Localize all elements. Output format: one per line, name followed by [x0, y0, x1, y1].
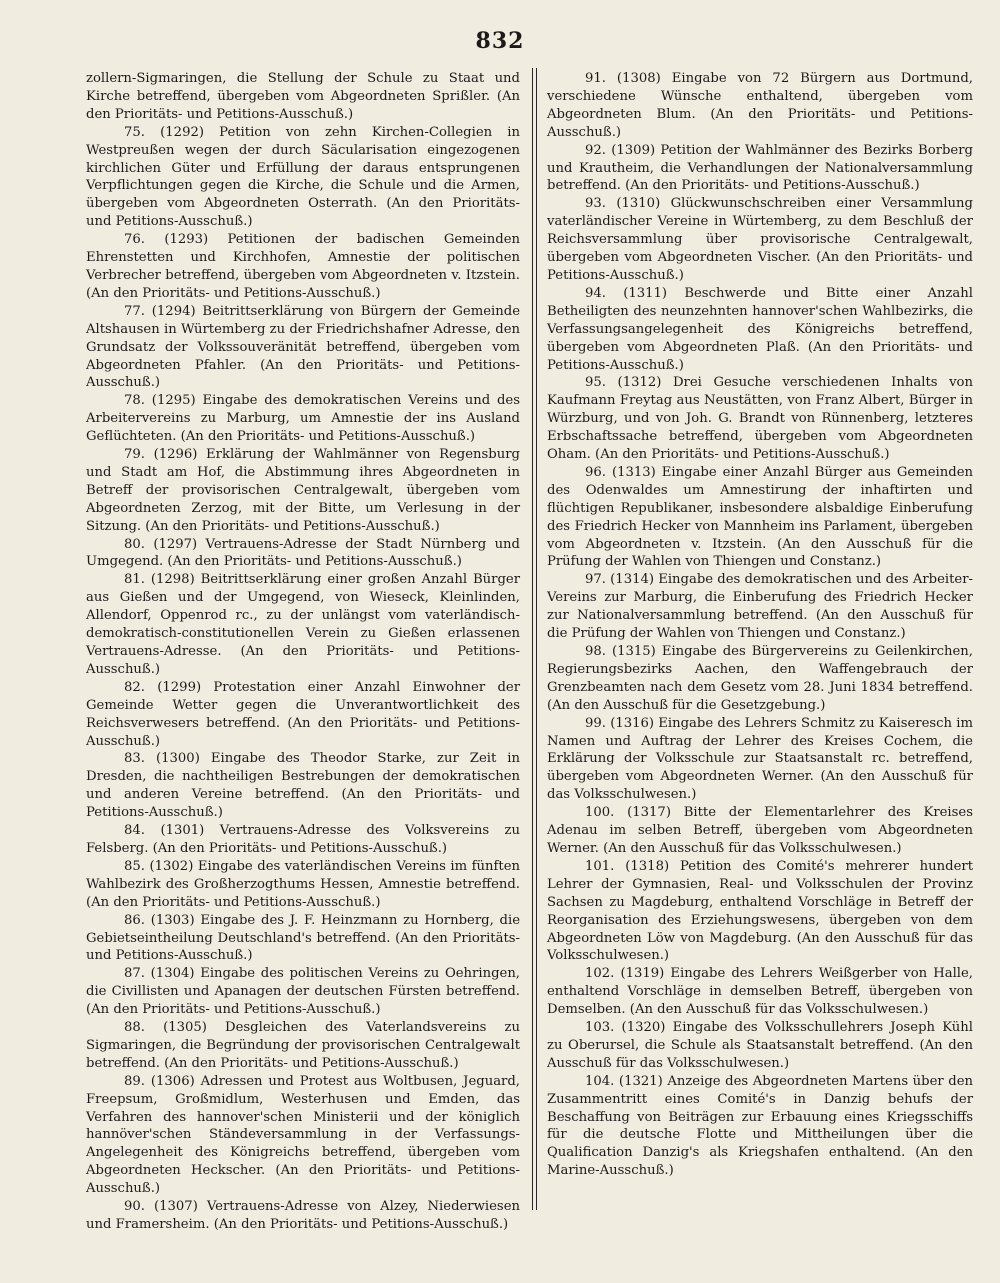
- petition-entry: 85. (1302) Eingabe des vaterländischen Vereins im fünften Wahlbezirk des Großherzogthums Hessen, Amnestie betreffend. (An den Prioritäts- und Petitions-Ausschuß.): [86, 858, 520, 910]
- petition-entry: zollern-Sigmaringen, die Stellung der Schule zu Staat und Kirche betreffend, übergeben vom Abgeordneten Sprißler. (An den Prioritäts- und Petitions-Ausschuß.): [86, 71, 520, 122]
- petition-entry: 81. (1298) Beitrittserklärung einer großen Anzahl Bürger aus Gießen und der Umgegend, von Wieseck, Kleinlinden, Allendorf, Oppenrod rc., zu der unlängst vom vaterländisch-demokratisch-constitutionellen Verein zu Gießen erlassenen Vertrauens-Adresse. (An den Prioritäts- und Petitions-Ausschuß.): [86, 572, 520, 677]
- petition-entry: 83. (1300) Eingabe des Theodor Starke, zur Zeit in Dresden, die nachtheiligen Bestrebungen der demokratischen und anderen Vereine betreffend. (An den Prioritäts- und Petitions-Ausschuß.): [86, 751, 520, 821]
- petition-entry: 93. (1310) Glückwunschschreiben einer Versammlung vaterländischer Vereine in Würtemberg, zu dem Beschluß der Reichsversammlung über provisorische Centralgewalt, übergeben vom Abgeordneten Vischer. (An den Prioritäts- und Petitions-Ausschuß.): [547, 196, 973, 283]
- petition-entry: 82. (1299) Protestation einer Anzahl Einwohner der Gemeinde Wetter gegen die Unverantwortlichkeit des Reichsverwesers betreffend. (An den Prioritäts- und Petitions-Ausschuß.): [86, 679, 520, 749]
- petition-entry: 102. (1319) Eingabe des Lehrers Weißgerber von Halle, enthaltend Vorschläge in demselben Betreff, übergeben von Demselben. (An den Ausschuß für das Volksschulwesen.): [547, 966, 973, 1018]
- petition-entry: 103. (1320) Eingabe des Volksschullehrers Joseph Kühl zu Oberursel, die Schule als Staatsanstalt betreffend. (An den Ausschuß für das Volksschulwesen.): [547, 1020, 973, 1071]
- petition-entry: 79. (1296) Erklärung der Wahlmänner von Regensburg und Stadt am Hof, die Abstimmung ihres Abgeordneten in Betreff der provisorischen Centralgewalt, übergeben vom Abgeordneten Zerzog, mit der Bitte, um Verlesung in der Sitzung. (An den Prioritäts- und Petitions-Ausschuß.): [86, 447, 520, 534]
- petition-entry: 91. (1308) Eingabe von 72 Bürgern aus Dortmund, verschiedene Wünsche enthaltend, übergeben vom Abgeordneten Blum. (An den Prioritäts- und Petitions-Ausschuß.): [547, 71, 973, 140]
- petition-entry: 100. (1317) Bitte der Elementarlehrer des Kreises Adenau im selben Betreff, übergeben vom Abgeordneten Werner. (An den Ausschuß für das Volksschulwesen.): [547, 805, 973, 856]
- petition-entry: 77. (1294) Beitrittserklärung von Bürgern der Gemeinde Altshausen in Würtemberg zu der Friedrichshafner Adresse, den Grundsatz der Volkssouveränität betreffend, übergeben vom Abgeordneten Pfahler. (An den Prioritäts- und Petitions-Ausschuß.): [86, 303, 520, 391]
- petition-entry: 104. (1321) Anzeige des Abgeordneten Martens über den Zusammentritt eines Comité's in Danzig behufs der Beschaffung von Beiträgen zur Erbauung eines Kriegsschiffs für die deutsche Flotte und Mittheilungen über die Qualification Danzig's als Kriegshafen enthaltend. (An den Marine-Ausschuß.): [547, 1073, 973, 1179]
- petition-entry: 99. (1316) Eingabe des Lehrers Schmitz zu Kaiseresch im Namen und Auftrag der Lehrer des Kreises Cochem, die Erklärung der Volksschule zur Staatsanstalt rc. betreffend, übergeben vom Abgeordneten Werner. (An den Ausschuß für das Volksschulwesen.): [547, 715, 973, 803]
- petition-entry: 101. (1318) Petition des Comité's mehrerer hundert Lehrer der Gymnasien, Real- und Volksschulen der Provinz Sachsen zu Magdeburg, enthaltend Vorschläge in Betreff der Reorganisation des Erziehungswesens, übergeben von dem Abgeordneten Löw von Magdeburg. (An den Ausschuß für das Volksschulwesen.): [547, 858, 973, 964]
- petition-entry: 90. (1307) Vertrauens-Adresse von Alzey, Niederwiesen und Framersheim. (An den Prioritäts- und Petitions-Ausschuß.): [86, 1199, 520, 1232]
- petition-entry: 76. (1293) Petitionen der badischen Gemeinden Ehrenstetten und Kirchhofen, Amnestie der politischen Verbrecher betreffend, übergeben vom Abgeordneten v. Itzstein. (An den Prioritäts- und Petitions-Ausschuß.): [86, 232, 520, 301]
- petition-entry: 96. (1313) Eingabe einer Anzahl Bürger aus Gemeinden des Odenwaldes um Amnestirung der inhaftirten und flüchtigen Republikaner, insbesondere alsbaldige Einberufung des Friedrich Hecker von Mannheim ins Parlament, übergeben vom Abgeordneten v. Itzstein. (An den Ausschuß für die Prüfung der Wahlen von Thiengen und Constanz.): [547, 464, 973, 570]
- right-column: [547, 70, 973, 1180]
- petition-entry: 94. (1311) Beschwerde und Bitte einer Anzahl Betheiligten des neunzehnten hannover'schen Wahlbezirks, die Verfassungsangelegenheit des Königreichs betreffend, übergeben vom Abgeordneten Plaß. (An den Prioritäts- und Petitions-Ausschuß.): [547, 285, 973, 373]
- petition-entry: 75. (1292) Petition von zehn Kirchen-Collegien in Westpreußen wegen der durch Säcularisation eingezogenen kirchlichen Güter und Erfüllung der daraus entsprungenen Verpflichtungen gegen die Kirche, die Schule und die Armen, übergeben vom Abgeordneten Osterrath. (An den Prioritäts- und Petitions-Ausschuß.): [86, 124, 520, 230]
- petition-entry: 88. (1305) Desgleichen des Vaterlandsvereins zu Sigmaringen, die Begründung der provisorischen Centralgewalt betreffend. (An den Prioritäts- und Petitions-Ausschuß.): [86, 1020, 520, 1071]
- page-number: 832: [475, 28, 525, 54]
- petition-entry: 78. (1295) Eingabe des demokratischen Vereins und des Arbeitervereins zu Marburg, um Amnestie der ins Ausland Geflüchteten. (An den Prioritäts- und Petitions-Ausschuß.): [86, 393, 520, 445]
- petition-entry: 95. (1312) Drei Gesuche verschiedenen Inhalts von Kaufmann Freytag aus Neustätten, von Franz Albert, Bürger in Würzburg, und von Joh. G. Brandt von Rünnenberg, letzteres Erbschaftssache betreffend, übergeben vom Abgeordneten Oham. (An den Prioritäts- und Petitions-Ausschuß.): [547, 375, 973, 463]
- petition-entry: 80. (1297) Vertrauens-Adresse der Stadt Nürnberg und Umgegend. (An den Prioritäts- und Petitions-Ausschuß.): [86, 536, 520, 570]
- petition-entry: 84. (1301) Vertrauens-Adresse des Volksvereins zu Felsberg. (An den Prioritäts- und Petitions-Ausschuß.): [86, 823, 520, 856]
- left-column: [86, 70, 520, 1234]
- petition-entry: 87. (1304) Eingabe des politischen Vereins zu Oehringen, die Civillisten und Apanagen der deutschen Fürsten betreffend. (An den Prioritäts- und Petitions-Ausschuß.): [86, 966, 520, 1018]
- petition-entry: 92. (1309) Petition der Wahlmänner des Bezirks Borberg und Krautheim, die Verhandlungen der Nationalversammlung betreffend. (An den Prioritäts- und Petitions-Ausschuß.): [547, 142, 973, 194]
- column-divider: [532, 68, 537, 1210]
- petition-entry: 86. (1303) Eingabe des J. F. Heinzmann zu Hornberg, die Gebietseintheilung Deutschland's betreffend. (An den Prioritäts- und Petitions-Ausschuß.): [86, 912, 520, 964]
- petition-entry: 89. (1306) Adressen und Protest aus Woltbusen, Jeguard, Freepsum, Großmidlum, Westerhusen und Emden, das Verfahren des hannover'schen Ministerii und der königlich hannöver'schen Ständeversammlung in der Verfassungs-Angelegenheit des Königreichs betreffend, übergeben vom Abgeordneten Heckscher. (An den Prioritäts- und Petitions-Ausschuß.): [86, 1073, 520, 1197]
- petition-entry: 97. (1314) Eingabe des demokratischen und des Arbeiter-Vereins zur Marburg, die Einberufung des Friedrich Hecker zur Nationalversammlung betreffend. (An den Ausschuß für die Prüfung der Wahlen von Thiengen und Constanz.): [547, 572, 973, 642]
- petition-entry: 98. (1315) Eingabe des Bürgervereins zu Geilenkirchen, Regierungsbezirks Aachen, den Waffengebrauch der Grenzbeamten nach dem Gesetz vom 28. Juni 1834 betreffend. (An den Ausschuß für die Gesetzgebung.): [547, 644, 973, 713]
